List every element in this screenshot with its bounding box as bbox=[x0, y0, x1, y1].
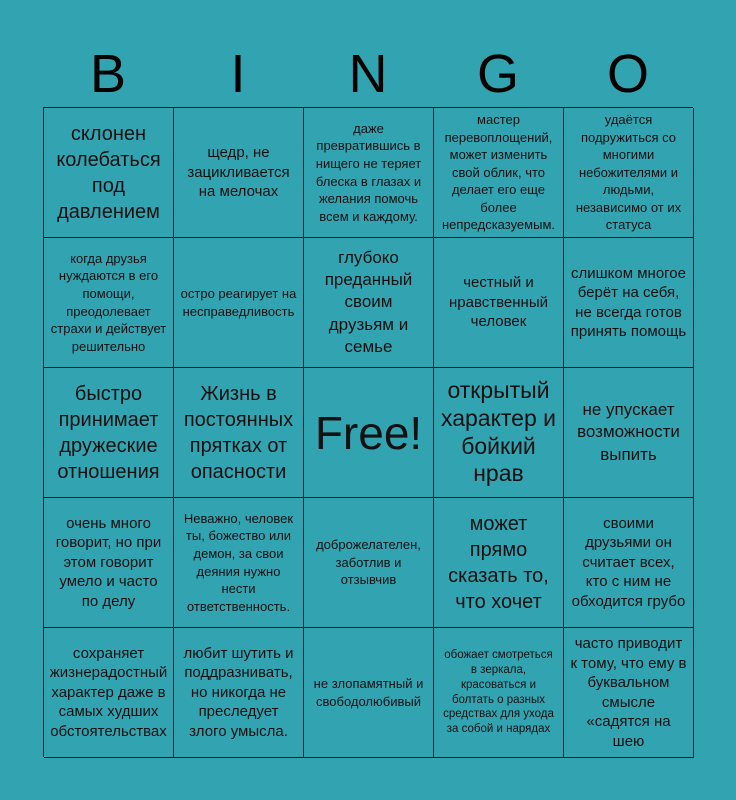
header-letter-g: G bbox=[476, 44, 519, 104]
cell-text: обожает смотреться в зеркала, красоваться и болтать о разных средствах для ухода за собой и нарядах bbox=[443, 648, 554, 736]
bingo-cell[interactable] bbox=[564, 368, 694, 498]
bingo-cell[interactable] bbox=[304, 628, 434, 758]
cell-text: когда друзья нуждаются в его помощи, преодолевает страхи и действует решительно bbox=[50, 250, 167, 354]
bingo-cell[interactable] bbox=[304, 498, 434, 628]
cell-text: очень много говорит, но при этом говорит умело и часто по делу bbox=[55, 514, 162, 610]
cell-text: даже превратившись в нищего не теряет блеска в глазах и желания помочь всем и каждому. bbox=[315, 120, 422, 224]
cell-text: часто приводит к тому, что ему в буквальном смысле «садятся на шею bbox=[570, 635, 687, 750]
cell-text: остро реагирует на несправедливость bbox=[180, 285, 297, 319]
cell-text: сохраняет жизнерадостный характер даже в самых худших обстоятельствах bbox=[49, 644, 168, 740]
header-letter-i: I bbox=[230, 44, 246, 104]
bingo-cell[interactable] bbox=[44, 498, 174, 628]
bingo-cell[interactable] bbox=[174, 108, 304, 238]
free-space-label: Free! bbox=[314, 406, 423, 459]
bingo-cell[interactable] bbox=[434, 628, 564, 758]
header-letter-b: B bbox=[89, 44, 127, 104]
bingo-cell[interactable] bbox=[44, 108, 174, 238]
bingo-cell[interactable] bbox=[174, 238, 304, 368]
cell-text: слишком многое берёт на себя, не всегда готов принять помощь bbox=[570, 264, 687, 340]
bingo-cell[interactable] bbox=[44, 238, 174, 368]
bingo-board bbox=[43, 107, 693, 757]
cell-text: Неважно, человек ты, божество или демон, за свои деяния нужно нести ответственность. bbox=[183, 510, 294, 614]
cell-text: склонен колебаться под давлением bbox=[56, 122, 161, 223]
bingo-cell[interactable] bbox=[564, 498, 694, 628]
cell-text: щедр, не зацикливается на мелочах bbox=[187, 144, 290, 201]
bingo-cell[interactable] bbox=[564, 238, 694, 368]
cell-text: не упускает возможности выпить bbox=[577, 400, 680, 464]
bingo-cell[interactable] bbox=[564, 108, 694, 238]
bingo-cell[interactable] bbox=[434, 498, 564, 628]
bingo-cell[interactable] bbox=[44, 368, 174, 498]
bingo-cell[interactable] bbox=[44, 628, 174, 758]
bingo-cell[interactable] bbox=[174, 368, 304, 498]
cell-text: честный и нравственный человек bbox=[448, 274, 548, 331]
cell-text: может прямо сказать то, что хочет bbox=[448, 512, 549, 613]
bingo-cell[interactable] bbox=[434, 108, 564, 238]
cell-text: удаётся подружиться со многими небожителями и людьми, независимо от их статуса bbox=[575, 112, 682, 233]
cell-text: своими друзьями он считает всех, кто с ним не обходится грубо bbox=[571, 514, 686, 610]
cell-text: быстро принимает дружеские отношения bbox=[57, 382, 160, 483]
bingo-cell[interactable] bbox=[434, 238, 564, 368]
cell-text: Жизнь в постоянных прятках от опасности bbox=[183, 382, 294, 483]
cell-text: глубоко преданный своим друзьям и семье bbox=[324, 248, 413, 356]
bingo-cell[interactable] bbox=[434, 368, 564, 498]
bingo-cell[interactable] bbox=[564, 628, 694, 758]
bingo-cell[interactable] bbox=[174, 498, 304, 628]
bingo-cell[interactable] bbox=[174, 628, 304, 758]
bingo-cell[interactable] bbox=[304, 238, 434, 368]
cell-text: любит шутить и поддразнивать, но никогда не преследует злого умысла. bbox=[183, 644, 294, 740]
cell-text: открытый характер и бойкий нрав bbox=[440, 377, 557, 487]
header-letter-n: N bbox=[348, 44, 388, 104]
header-letter-o: O bbox=[606, 44, 649, 104]
bingo-header bbox=[43, 40, 693, 108]
free-space-cell[interactable] bbox=[304, 368, 434, 498]
cell-text: доброжелателен, заботлив и отзывчив bbox=[316, 537, 421, 588]
bingo-cell[interactable] bbox=[304, 108, 434, 238]
cell-text: не злопамятный и свободолюбивый bbox=[313, 675, 424, 709]
cell-text: мастер перевоплощений, может изменить свой облик, что делает его еще более непредсказуемым. bbox=[442, 112, 555, 233]
